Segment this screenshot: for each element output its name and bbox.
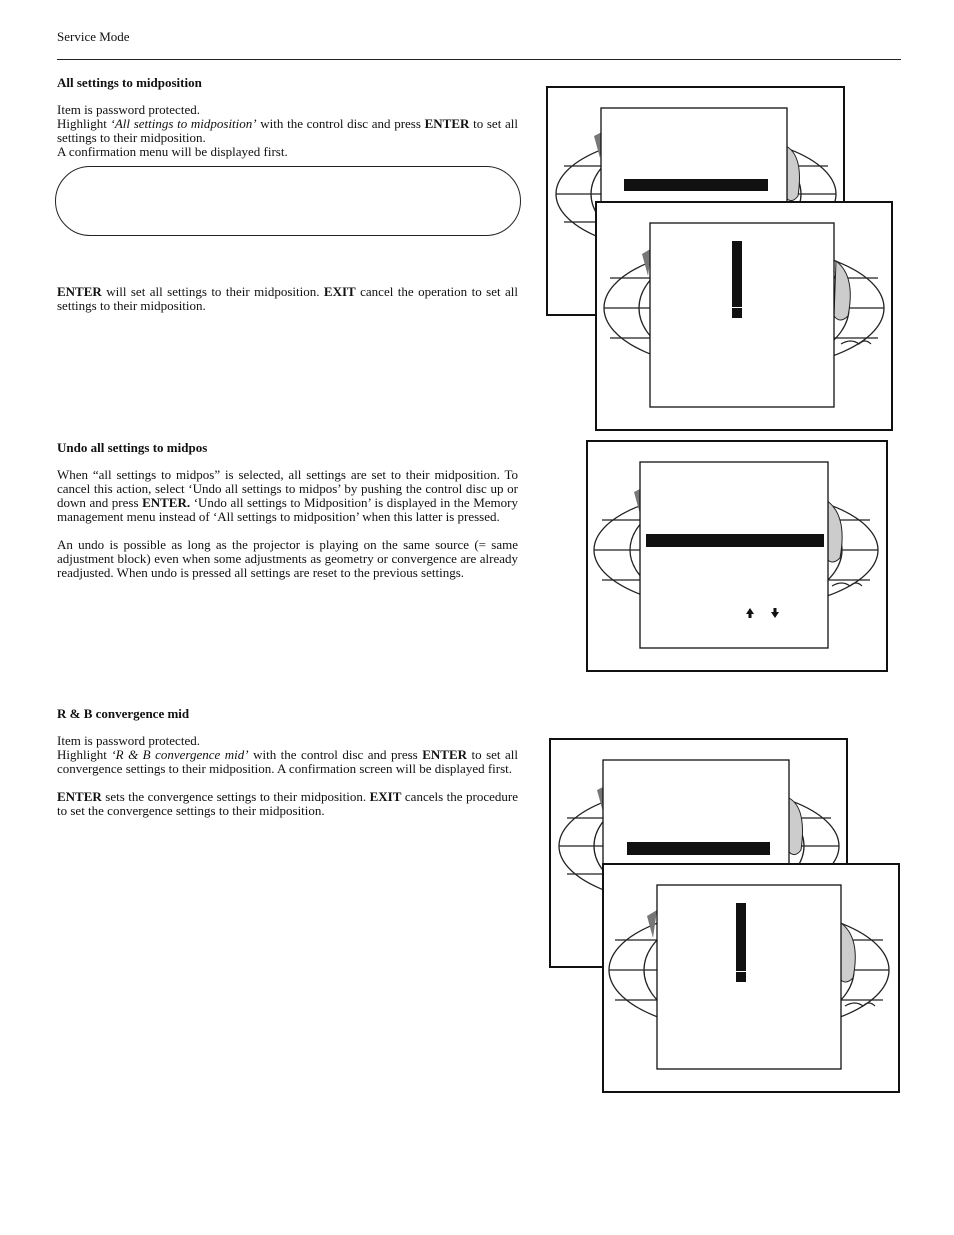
section-heading-rb-convergence: R & B convergence mid bbox=[57, 706, 190, 721]
instruction-text: Highlight ‘R & B convergence mid’ with the control disc and press ENTER to set all convergence settings to their midposition. A confirmation screen will be displayed first. bbox=[57, 747, 519, 776]
figure-undo-menu bbox=[586, 440, 890, 674]
section-heading-undo: Undo all settings to midpos bbox=[57, 440, 208, 455]
enter-exit-explanation: ENTER sets the convergence settings to their midposition. EXIT cancels the procedure to set the convergence settings to their midposition. bbox=[57, 789, 518, 818]
instruction-text: Highlight ‘All settings to midposition’ with the control disc and press ENTER to set all settings to their midposition. bbox=[57, 116, 518, 145]
figure-all-settings-confirmation bbox=[546, 86, 896, 434]
section-heading-all-settings: All settings to midposition bbox=[57, 75, 202, 90]
running-header: Service Mode bbox=[57, 29, 130, 44]
menu-highlight-bar bbox=[646, 534, 824, 547]
header-rule bbox=[57, 59, 901, 60]
menu-panel bbox=[640, 462, 828, 648]
warning-exclamation-dot bbox=[736, 972, 746, 982]
empty-note-box bbox=[55, 166, 521, 236]
warning-exclamation-dot bbox=[732, 308, 742, 318]
section-rb-body bbox=[57, 734, 518, 818]
password-note: Item is password protected. bbox=[57, 733, 200, 748]
enter-exit-explanation: ENTER will set all settings to their midposition. EXIT cancel the operation to set all settings to their midposition. bbox=[57, 284, 519, 313]
section-all-settings-result bbox=[57, 285, 518, 313]
warning-exclamation-icon bbox=[732, 241, 742, 307]
confirmation-panel bbox=[657, 885, 841, 1069]
confirmation-screen-front bbox=[596, 202, 892, 430]
confirmation-screen-front bbox=[603, 864, 899, 1092]
section-undo-body bbox=[57, 468, 518, 580]
undo-paragraph-2: An undo is possible as long as the projector is playing on the same source (= same adjustment block) even when some adjustments as geometry or convergence are already readjusted. When undo is pressed all settings are reset to the previous settings. bbox=[57, 537, 518, 580]
menu-highlight-bar bbox=[624, 179, 768, 191]
confirmation-note: A confirmation menu will be displayed first. bbox=[57, 144, 288, 159]
warning-exclamation-icon bbox=[736, 903, 746, 971]
undo-paragraph-1: When “all settings to midpos” is selected, all settings are set to their midposition. To cancel this action, select ‘Undo all settings to midpos’ by pushing the control disc up or down and press ENTER. ‘Undo all settings to Midposition’ is displayed in the Memory management menu instead of ‘All settings to midposition’ when this latter is pressed. bbox=[57, 467, 518, 524]
section-all-settings-intro bbox=[57, 103, 518, 159]
menu-highlight-bar bbox=[627, 842, 770, 855]
password-note: Item is password protected. bbox=[57, 102, 200, 117]
figure-rb-confirmation bbox=[549, 738, 903, 1096]
